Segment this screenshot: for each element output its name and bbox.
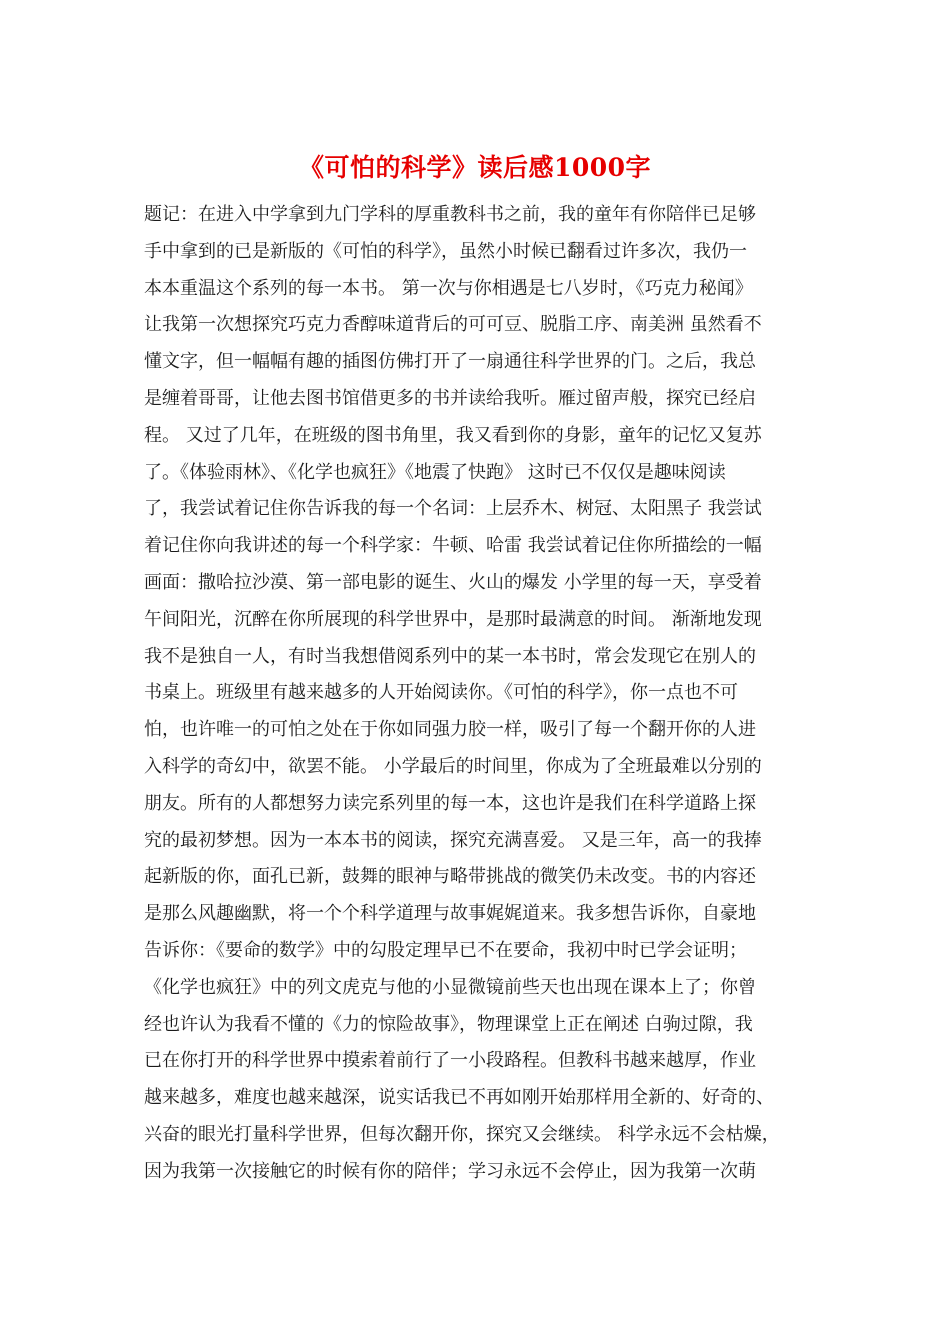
- body-line: 着记住你向我讲述的每一个科学家：牛顿、哈雷 我尝试着记住你所描绘的一幅: [144, 535, 762, 557]
- body-line: 怕，也许唯一的可怕之处在于你如同强力胶一样，吸引了每一个翻开你的人进: [144, 719, 756, 741]
- body-line: 朋友。所有的人都想努力读完系列里的每一本，这也许是我们在科学道路上探: [144, 792, 756, 814]
- body-line: 告诉你：《要命的数学》中的勾股定理早已不在要命，我初中时已学会证明；: [144, 939, 747, 961]
- body-line: 越来越多，难度也越来越深，说实话我已不再如刚开始那样用全新的、好奇的、: [144, 1087, 774, 1109]
- body-line: 午间阳光，沉醉在你所展现的科学世界中，是那时最满意的时间。 渐渐地发现: [144, 608, 762, 630]
- body-line: 让我第一次想探究巧克力香醇味道背后的可可豆、脱脂工序、南美洲 虽然看不: [144, 314, 762, 336]
- body-line: 因为我第一次接触它的时候有你的陪伴；学习永远不会停止，因为我第一次萌: [144, 1160, 756, 1182]
- body-line: 入科学的奇幻中，欲罢不能。 小学最后的时间里，你成为了全班最难以分别的: [144, 755, 762, 777]
- body-line: 题记：在进入中学拿到九门学科的厚重教科书之前，我的童年有你陪伴已足够: [144, 204, 756, 225]
- body-line: 程。 又过了几年，在班级的图书角里，我又看到你的身影，童年的记忆又复苏: [144, 424, 762, 446]
- document-title: 《可怕的科学》读后感1000字: [298, 153, 652, 182]
- body-line: 了，我尝试着记住你告诉我的每一个名词：上层乔木、树冠、太阳黑子 我尝试: [144, 498, 762, 520]
- body-line: 《化学也疯狂》中的列文虎克与他的小显微镜前些天也出现在课本上了；你曾: [144, 976, 756, 998]
- body-line: 是缠着哥哥，让他去图书馆借更多的书并读给我听。雁过留声般，探究已经启: [144, 387, 756, 409]
- body-line: 本本重温这个系列的每一本书。 第一次与你相遇是七八岁时，《巧克力秘闻》: [144, 277, 753, 299]
- body-line: 已在你打开的科学世界中摸索着前行了一小段路程。但教科书越来越厚，作业: [144, 1050, 756, 1072]
- body-line: 兴奋的眼光打量科学世界，但每次翻开你，探究又会继续。 科学永远不会枯燥，: [144, 1123, 780, 1145]
- body-line: 画面：撒哈拉沙漠、第一部电影的诞生、火山的爆发 小学里的每一天，享受着: [144, 571, 762, 593]
- body-line: 究的最初梦想。因为一本本书的阅读，探究充满喜爱。 又是三年，高一的我捧: [144, 829, 762, 851]
- body-line: 经也许认为我看不懂的《力的惊险故事》，物理课堂上正在阐述 白驹过隙，我: [144, 1013, 753, 1035]
- body-line: 起新版的你，面孔已新，鼓舞的眼神与略带挑战的微笑仍未改变。书的内容还: [144, 866, 756, 888]
- body-line: 是那么风趣幽默，将一个个科学道理与故事娓娓道来。我多想告诉你，自豪地: [144, 903, 756, 925]
- body-line: 了。《体验雨林》、《化学也疯狂》《地震了快跑》 这时已不仅仅是趣味阅读: [144, 461, 726, 483]
- document-body: [144, 197, 824, 1191]
- body-line: 我不是独自一人，有时当我想借阅系列中的某一本书时，常会发现它在别人的: [144, 645, 756, 667]
- body-line: 手中拿到的已是新版的《可怕的科学》，虽然小时候已翻看过许多次，我仍一: [144, 240, 747, 262]
- body-line: 书桌上。班级里有越来越多的人开始阅读你。《可怕的科学》，你一点也不可: [144, 682, 738, 704]
- body-line: 懂文字，但一幅幅有趣的插图仿佛打开了一扇通往科学世界的门。之后，我总: [144, 351, 756, 373]
